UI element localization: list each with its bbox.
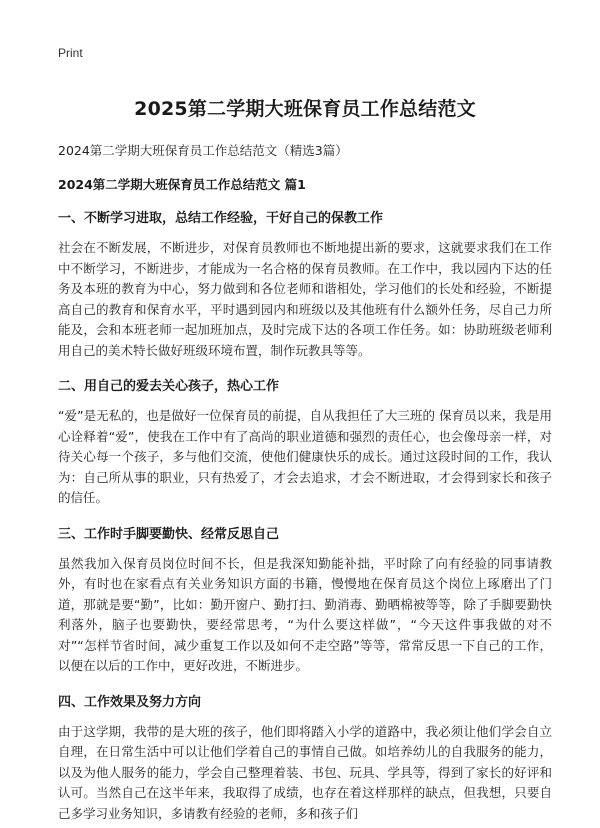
section-body-1: 社会在不断发展，不断进步，对保育员教师也不断地提出新的要求，这就要求我们在工作中不断学习，不断进步，才能成为一名合格的保育员教师。在工作中，我以园内下达的任务及本班的教育为中心，努力做到和各位老师和谐相处，学习他们的长处和经验，不断提高自己的教育和保育水平，平时遇到园内和班级以及其他班有什么额外任务，尽自己力所能及，会和本班老师一起加班加点，及时完成下达的各项工作任务。如：协助班级老师利用自己的美术特长做好班级环境布置，制作玩教具等等。 <box>58 240 552 358</box>
document-subtitle: 2024第二学期大班保育员工作总结范文（精选3篇） <box>58 143 348 158</box>
section-body-3: 虽然我加入保育员岗位时间不长，但是我深知勤能补拙，平时除了向有经验的同事请教外，有时也在家看点有关业务知识方面的书籍，慢慢地在保育员这个岗位上琢磨出了门道，那就是要“勤”，比如：勤开窗户、勤打扫、勤消毒、勤晒棉被等等，除了手脚要勤快利落外，脑子也要勤快，要经常思考，“为什么要这样做”，“今天这件事我做的对不对”“怎样节省时间，减少重复工作以及如何不走空路”等等，常常反思一下自己的工作，以便在以后的工作中，更好改进，不断进步。 <box>58 555 552 673</box>
section-body-2: “爱”是无私的，也是做好一位保育员的前提，自从我担任了大三班的 保育员以来，我是用心诠释着“爱”，使我在工作中有了高尚的职业道德和强烈的责任心，也会像母亲一样，对待关心每一个孩子，多与他们交流，使他们健康快乐的成长。通过这段时间的工作，我认为：自己所从事的职业，只有热爱了，才会去追求，才会不断进取，才会得到家长和孩子的信任。 <box>58 408 552 505</box>
section-heading-3: 三、工作时手脚要勤快、经常反思自己 <box>58 526 280 542</box>
section-body-4: 由于这学期，我带的是大班的孩子，他们即将踏入小学的道路中，我必须让他们学会自立自理，在日常生活中可以让他们学着自己的事情自己做。如培养幼儿的自我服务的能力，以及为他人服务的能力，学会自己整理着装、书包、玩具、学具等，得到了家长的好评和认可。当然自己在这半年来，我取得了成绩，也存在着这样那样的缺点，但我想，只要自己多学习业务知识，多请教有经验的老师，多和孩子们 <box>58 723 552 821</box>
section-heading-2: 二、用自己的爱去关心孩子，热心工作 <box>58 379 280 394</box>
print-link[interactable]: Print <box>58 46 83 60</box>
section-heading-1: 一、不断学习进取，总结工作经验，干好自己的保教工作 <box>58 211 384 226</box>
section-heading-4: 四、工作效果及努力方向 <box>58 694 202 710</box>
part-heading: 2024第二学期大班保育员工作总结范文 篇1 <box>58 177 306 192</box>
page-title: 2025第二学期大班保育员工作总结范文 <box>134 98 476 120</box>
